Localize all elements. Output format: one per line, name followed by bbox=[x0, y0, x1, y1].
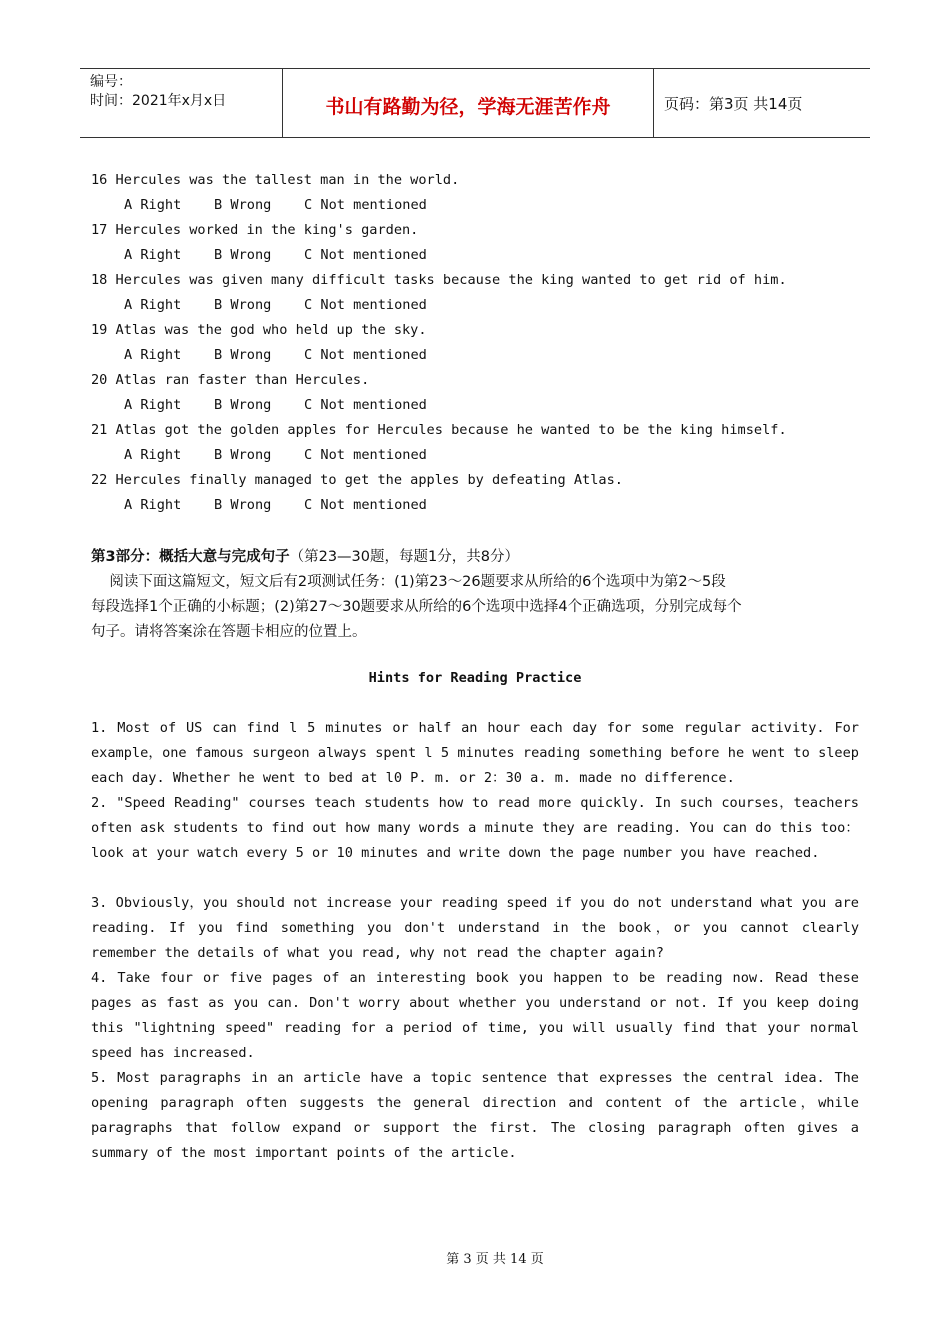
passage-paragraph-5: 5. Most paragraphs in an article have a topic sentence that expresses the central idea. The opening paragraph often suggests the general direction and content of the article，while paragraphs that follow expand or support the first. The closing paragraph often gives a summary of the most important points of the article. bbox=[91, 1070, 859, 1161]
passage-paragraph-4: 4. Take four or five pages of an interesting book you happen to be reading now. Read these pages as fast as you can. Don't worry about whether you understand or not. If you keep doing this "lightning speed" reading for a period of time, you will usually find that your normal speed has increased. bbox=[91, 970, 859, 1061]
header-page-label: 页码：第3页 共14页 bbox=[664, 95, 803, 113]
header-motto: 书山有路勤为径，学海无涯苦作舟 bbox=[282, 69, 654, 137]
section3-heading-rest: （第23—30题，每题1分，共8分） bbox=[289, 549, 519, 565]
header-meta bbox=[80, 69, 282, 137]
question-19-options: A Right B Wrong C Not mentioned bbox=[124, 347, 427, 363]
question-18: 18 Hercules was given many difficult tasks because the king wanted to get rid of him. bbox=[91, 272, 787, 288]
time-label: 时间：2021年x月x日 bbox=[90, 93, 227, 109]
section3-instructions-line1: 阅读下面这篇短文，短文后有2项测试任务：(1)第23～26题要求从所给的6个选项中为第2～5段 bbox=[91, 574, 726, 590]
section3-heading-bold: 第3部分：概括大意与完成句子 bbox=[91, 549, 290, 565]
question-19: 19 Atlas was the god who held up the sky. bbox=[91, 322, 427, 338]
section3-heading bbox=[91, 545, 519, 566]
question-20-options: A Right B Wrong C Not mentioned bbox=[124, 397, 427, 413]
question-21-options: A Right B Wrong C Not mentioned bbox=[124, 447, 427, 463]
passage-title: Hints for Reading Practice bbox=[368, 670, 582, 686]
question-21: 21 Atlas got the golden apples for Hercules because he wanted to be the king himself. bbox=[91, 422, 787, 438]
passage-paragraph-3: 3. Obviously，you should not increase your reading speed if you do not understand what you are reading. If you find something you don't understand in the book，or you cannot clearly remember the details of what you read, why not read the chapter again? bbox=[91, 895, 859, 961]
section3-instructions-line3: 句子。请将答案涂在答题卡相应的位置上。 bbox=[91, 624, 367, 640]
page-footer: 第 3 页 共 14 页 bbox=[446, 1252, 544, 1267]
passage-paragraph-2: 2. "Speed Reading" courses teach students how to read more quickly. In such courses，teachers often ask students to find out how many words a minute they are reading. You can do this too：look at your watch every 5 or 10 minutes and write down the page number you have reached. bbox=[91, 795, 859, 861]
question-17: 17 Hercules worked in the king's garden. bbox=[91, 222, 419, 238]
section3-instructions-line2: 每段选择1个正确的小标题；(2)第27～30题要求从所给的6个选项中选择4个正确选项，分别完成每个 bbox=[91, 599, 742, 615]
question-22: 22 Hercules finally managed to get the apples by defeating Atlas. bbox=[91, 472, 623, 488]
question-20: 20 Atlas ran faster than Hercules. bbox=[91, 372, 370, 388]
question-16: 16 Hercules was the tallest man in the world. bbox=[91, 172, 460, 188]
passage-paragraph-1: 1. Most of US can find l 5 minutes or half an hour each day for some regular activity. For example，one famous surgeon always spent l 5 minutes reading something before he went to sleep each day. Whether he went to bed at l0 P. m. or 2：30 a. m. made no difference. bbox=[91, 720, 859, 786]
page-header bbox=[80, 68, 870, 138]
question-17-options: A Right B Wrong C Not mentioned bbox=[124, 247, 427, 263]
question-16-options: A Right B Wrong C Not mentioned bbox=[124, 197, 427, 213]
question-18-options: A Right B Wrong C Not mentioned bbox=[124, 297, 427, 313]
question-22-options: A Right B Wrong C Not mentioned bbox=[124, 497, 427, 513]
code-label: 编号： bbox=[90, 74, 132, 90]
